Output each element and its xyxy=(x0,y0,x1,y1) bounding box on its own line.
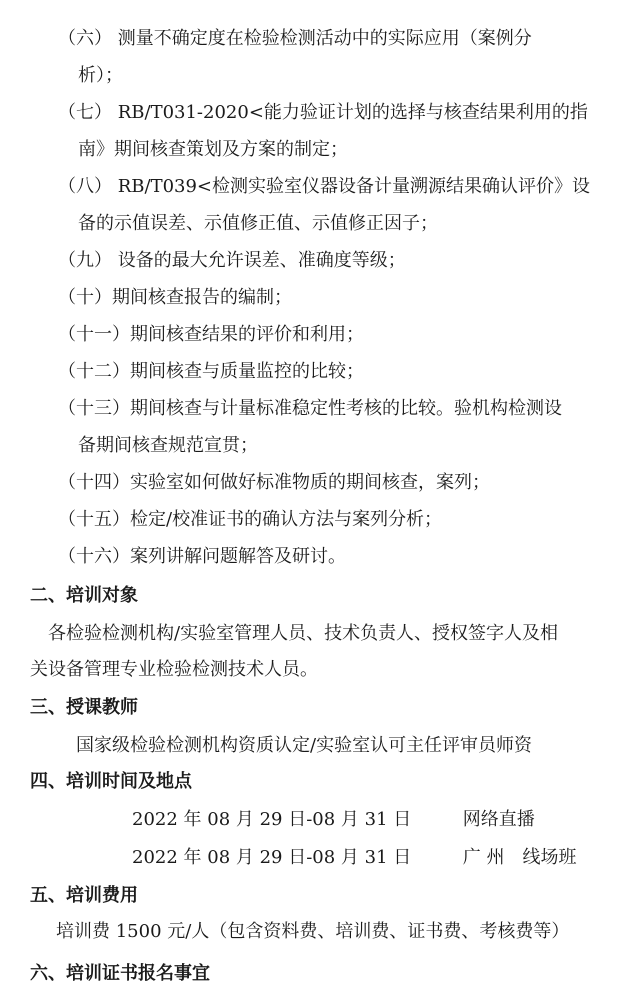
item-13-line-2: 备期间核查规范宣贯； xyxy=(78,435,258,456)
section-3-heading: 三、授课教师 xyxy=(30,697,138,718)
session-mode: 广 州 线场班 xyxy=(462,847,577,868)
session-date: 2022 年 08 月 29 日-08 月 31 日 xyxy=(132,809,412,830)
session-date: 2022 年 08 月 29 日-08 月 31 日 xyxy=(132,847,412,868)
item-12: （十二）期间核查与质量监控的比较； xyxy=(58,361,364,382)
session-row-2 xyxy=(0,846,640,870)
section-3-body: 国家级检验检测机构资质认定/实验室认可主任评审员师资 xyxy=(76,735,533,756)
section-2-body-line-1: 各检验检测机构/实验室管理人员、技术负责人、授权签字人及相 xyxy=(48,623,559,644)
section-5-body: 培训费 1500 元/人（包含资料费、培训费、证书费、考核费等） xyxy=(56,921,570,942)
item-16: （十六）案列讲解问题解答及研讨。 xyxy=(58,546,346,567)
section-4-heading: 四、培训时间及地点 xyxy=(30,771,192,792)
item-13-line-1: （十三）期间核查与计量标准稳定性考核的比较。验机构检测设 xyxy=(58,398,562,419)
item-6-line-2: 析）； xyxy=(78,65,123,86)
item-14: （十四）实验室如何做好标准物质的期间核查，案列； xyxy=(58,472,490,493)
session-row-1 xyxy=(0,808,640,832)
item-8-line-2: 备的示值误差、示值修正值、示值修正因子； xyxy=(78,213,438,234)
item-8-line-1: （八） RB/T039<检测实验室仪器设备计量溯源结果确认评价》设 xyxy=(58,176,591,197)
item-11: （十一）期间核查结果的评价和利用； xyxy=(58,324,364,345)
section-2-body-line-2: 关设备管理专业检验检测技术人员。 xyxy=(30,659,318,680)
item-10: （十）期间核查报告的编制； xyxy=(58,287,292,308)
session-mode: 网络直播 xyxy=(462,809,535,830)
item-15: （十五）检定/校准证书的确认方法与案列分析； xyxy=(58,509,443,530)
item-6-line-1: （六） 测量不确定度在检验检测活动中的实际应用（案例分 xyxy=(58,28,532,49)
item-7-line-1: （七） RB/T031-2020<能力验证计划的选择与核查结果利用的指 xyxy=(58,102,588,123)
section-5-heading: 五、培训费用 xyxy=(30,885,138,906)
section-6-heading: 六、培训证书报名事宜 xyxy=(30,963,210,984)
item-7-line-2: 南》期间核查策划及方案的制定； xyxy=(78,139,348,160)
item-9: （九） 设备的最大允许误差、准确度等级； xyxy=(58,250,406,271)
section-2-heading: 二、培训对象 xyxy=(30,585,138,606)
